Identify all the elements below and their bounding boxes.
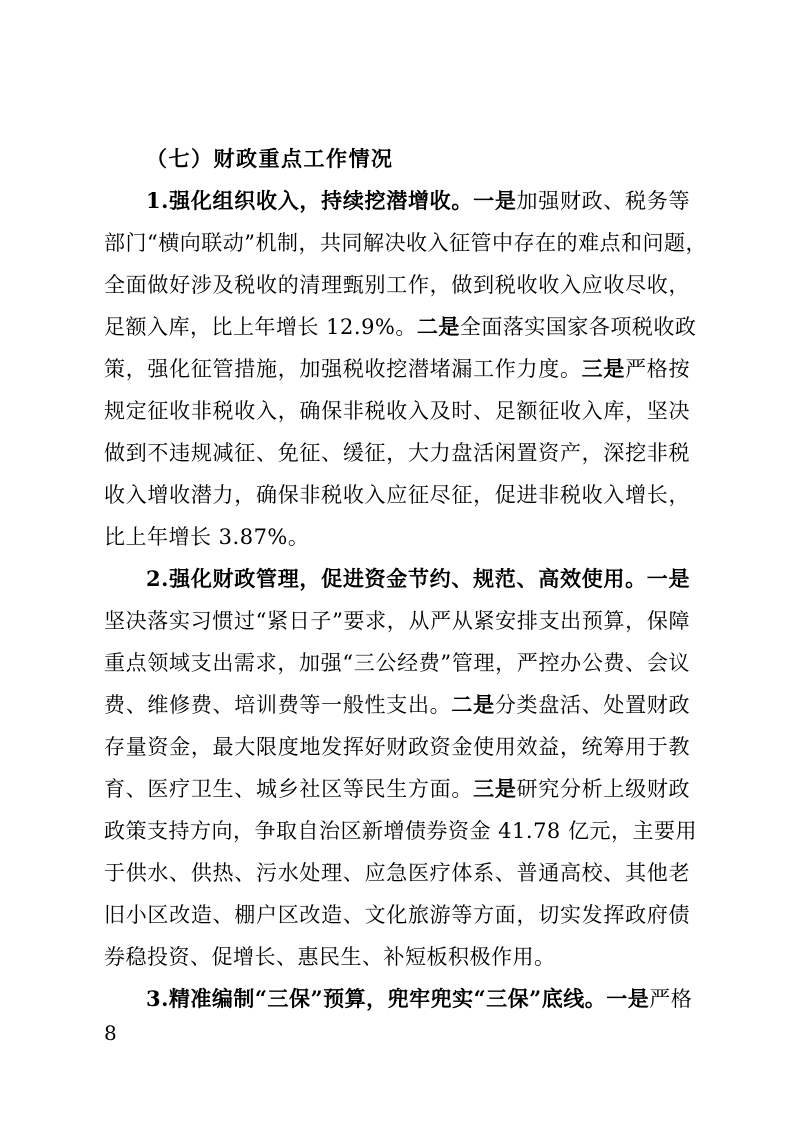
p2-text-4a: 费、维修费、培训费等一般性支出。 bbox=[104, 693, 452, 717]
p1-line-2: 部门“横向联动”机制，共同解决收入征管中存在的难点和问题， bbox=[104, 231, 707, 255]
p1-text-5b: 严格按 bbox=[625, 357, 691, 381]
p1-line-9: 比上年增长 3.87%。 bbox=[104, 525, 310, 549]
p1-line-6: 规定征收非税收入，确保非税收入及时、足额征收入库，坚决 bbox=[104, 399, 690, 423]
p1-text-4b: 全面落实国家各项税收政 bbox=[459, 315, 697, 339]
p1-title: 1.强化组织收入，持续挖潜增收。 bbox=[146, 188, 474, 213]
p1-line-5 bbox=[104, 352, 690, 386]
p3-keyword-1: 一是 bbox=[606, 986, 650, 1011]
p2-line-5: 存量资金，最大限度地发挥好财政资金使用效益，统筹用于教 bbox=[104, 735, 690, 759]
page-number: 8 bbox=[104, 1021, 117, 1045]
p2-line-2: 坚决落实习惯过“紧日子”要求，从严从紧安排支出预算，保障 bbox=[104, 609, 690, 633]
p2-line-6 bbox=[104, 772, 690, 806]
p1-text-1: 加强财政、税务等 bbox=[516, 189, 691, 213]
p3-text-1: 严格 bbox=[649, 987, 693, 1011]
p3-title: 3.精准编制“三保”预算，兜牢兜实“三保”底线。 bbox=[146, 986, 607, 1011]
p2-text-4b: 分类盘活、处置财政 bbox=[494, 693, 691, 717]
p1-line-1 bbox=[146, 184, 690, 218]
p1-line-8: 收入增收潜力，确保非税收入应征尽征，促进非税收入增长， bbox=[104, 483, 690, 507]
p2-text-6a: 育、医疗卫生、城乡社区等民生方面。 bbox=[104, 777, 474, 801]
p2-keyword-2: 二是 bbox=[451, 692, 495, 717]
p1-text-5a: 策，强化征管措施，加强税收挖潜堵漏工作力度。 bbox=[104, 357, 582, 381]
p2-title: 2.强化财政管理，促进资金节约、规范、高效使用。 bbox=[146, 566, 647, 591]
p2-line-4 bbox=[104, 688, 690, 722]
p2-line-10: 券稳投资、促增长、惠民生、补短板积极作用。 bbox=[104, 945, 556, 969]
p2-line-7: 政策支持方向，争取自治区新增债券资金 41.78 亿元，主要用 bbox=[104, 819, 697, 843]
p1-keyword-2: 二是 bbox=[416, 314, 460, 339]
p2-keyword-1: 一是 bbox=[646, 566, 691, 591]
p3-line-1 bbox=[146, 982, 693, 1016]
section-heading: （七）财政重点工作情况 bbox=[146, 146, 394, 171]
p1-line-3: 全面做好涉及税收的清理甄别工作，做到税收收入应收尽收， bbox=[104, 273, 690, 297]
p1-line-7: 做到不违规减征、免征、缓征，大力盘活闲置资产，深挖非税 bbox=[104, 441, 690, 465]
p2-keyword-3: 三是 bbox=[473, 776, 517, 801]
p2-line-9: 旧小区改造、棚户区改造、文化旅游等方面，切实发挥政府债 bbox=[104, 903, 690, 927]
p1-keyword-1: 一是 bbox=[473, 188, 517, 213]
p1-line-4 bbox=[104, 310, 697, 344]
p1-keyword-3: 三是 bbox=[581, 356, 626, 381]
p2-line-3: 重点领域支出需求，加强“三公经费”管理，严控办公费、会议 bbox=[104, 651, 690, 675]
p1-text-4a: 足额入库，比上年增长 12.9%。 bbox=[104, 315, 417, 339]
p2-line-8: 于供水、供热、污水处理、应急医疗体系、普通高校、其他老 bbox=[104, 861, 690, 885]
p2-text-6b: 研究分析上级财政 bbox=[516, 777, 691, 801]
p2-line-1 bbox=[146, 562, 690, 596]
